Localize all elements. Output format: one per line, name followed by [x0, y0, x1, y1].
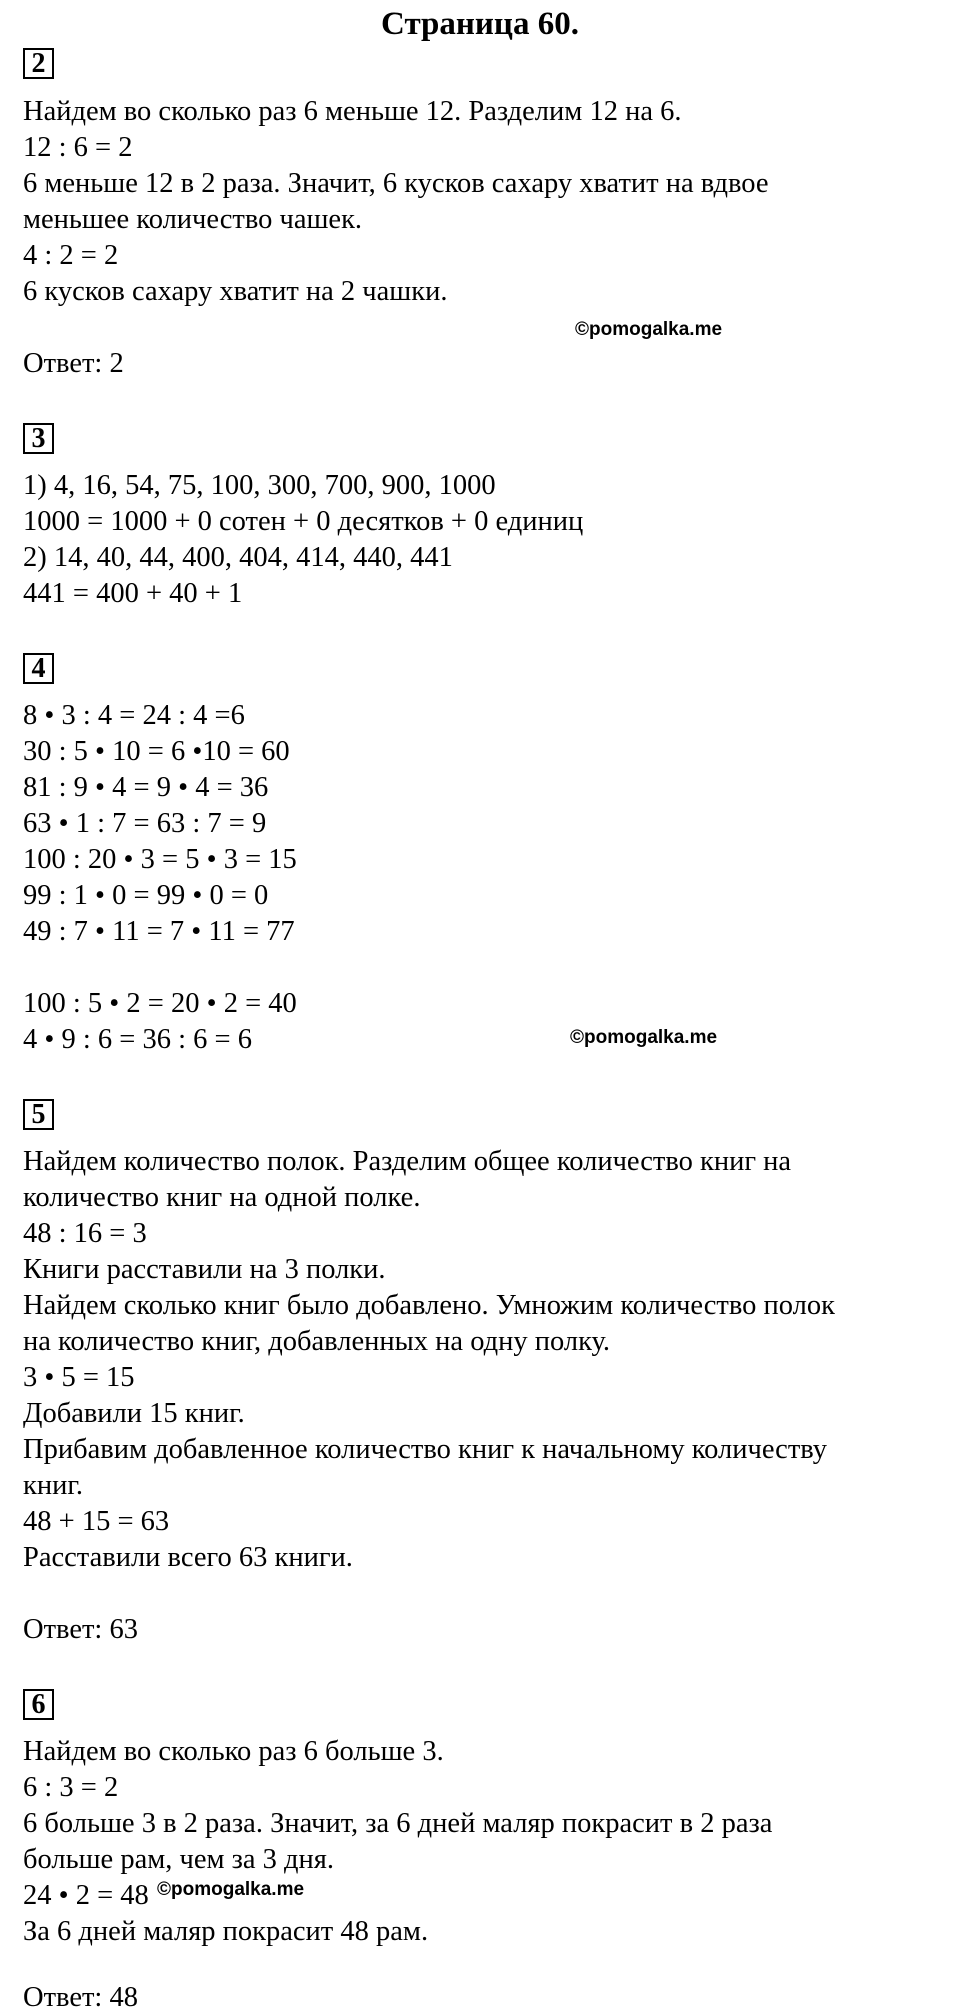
task3-line: 1000 = 1000 + 0 сотен + 0 десятков + 0 единиц [23, 506, 584, 537]
task3-line: 2) 14, 40, 44, 400, 404, 414, 440, 441 [23, 542, 453, 573]
task5-line: количество книг на одной полке. [23, 1182, 421, 1213]
task4-line: 81 : 9 • 4 = 9 • 4 = 36 [23, 772, 269, 803]
watermark: ©pomogalka.me [157, 1879, 305, 1900]
page-title: Страница 60. [381, 6, 579, 42]
task5-line: Книги расставили на 3 полки. [23, 1254, 386, 1285]
task6-line: больше рам, чем за 3 дня. [23, 1844, 335, 1875]
task-number-2: 2 [23, 48, 54, 79]
task2-line: 6 кусков сахару хватит на 2 чашки. [23, 276, 448, 307]
task4-line: 63 • 1 : 7 = 63 : 7 = 9 [23, 808, 267, 839]
task4-line: 100 : 5 • 2 = 20 • 2 = 40 [23, 988, 297, 1019]
task-number-6: 6 [23, 1689, 54, 1720]
task6-answer: Ответ: 48 [23, 1982, 138, 2013]
task5-answer: Ответ: 63 [23, 1614, 138, 1645]
task5-line: Найдем количество полок. Разделим общее количество книг на [23, 1146, 792, 1177]
watermark: ©pomogalka.me [570, 1027, 718, 1048]
task5-line: 48 + 15 = 63 [23, 1506, 170, 1537]
task5-line: 48 : 16 = 3 [23, 1218, 147, 1249]
task2-line: Найдем во сколько раз 6 меньше 12. Разделим 12 на 6. [23, 96, 682, 127]
task2-line: 12 : 6 = 2 [23, 132, 133, 163]
task3-line: 441 = 400 + 40 + 1 [23, 578, 243, 609]
task6-line: 6 больше 3 в 2 раза. Значит, за 6 дней маляр покрасит в 2 раза [23, 1808, 773, 1839]
task4-line: 8 • 3 : 4 = 24 : 4 =6 [23, 700, 245, 731]
task5-line: Найдем сколько книг было добавлено. Умножим количество полок [23, 1290, 835, 1321]
task2-line: 4 : 2 = 2 [23, 240, 119, 271]
task2-line: меньшее количество чашек. [23, 204, 363, 235]
task5-line: Расставили всего 63 книги. [23, 1542, 353, 1573]
task6-line: 24 • 2 = 48 [23, 1880, 149, 1911]
task6-line: Найдем во сколько раз 6 больше 3. [23, 1736, 444, 1767]
task5-line: 3 • 5 = 15 [23, 1362, 135, 1393]
task2-answer: Ответ: 2 [23, 348, 124, 379]
task2-line: 6 меньше 12 в 2 раза. Значит, 6 кусков сахару хватит на вдвое [23, 168, 769, 199]
task5-line: книг. [23, 1470, 83, 1501]
task-number-3: 3 [23, 423, 54, 454]
task-number-5: 5 [23, 1099, 54, 1130]
task5-line: на количество книг, добавленных на одну полку. [23, 1326, 611, 1357]
task4-line: 49 : 7 • 11 = 7 • 11 = 77 [23, 916, 295, 947]
task5-line: Прибавим добавленное количество книг к начальному количеству [23, 1434, 828, 1465]
task-number-4: 4 [23, 653, 54, 684]
task5-line: Добавили 15 книг. [23, 1398, 245, 1429]
task4-line: 30 : 5 • 10 = 6 •10 = 60 [23, 736, 290, 767]
task4-line: 100 : 20 • 3 = 5 • 3 = 15 [23, 844, 297, 875]
task6-line: 6 : 3 = 2 [23, 1772, 119, 1803]
watermark: ©pomogalka.me [575, 319, 723, 340]
task4-line: 99 : 1 • 0 = 99 • 0 = 0 [23, 880, 269, 911]
task4-line: 4 • 9 : 6 = 36 : 6 = 6 [23, 1024, 252, 1055]
task3-line: 1) 4, 16, 54, 75, 100, 300, 700, 900, 1000 [23, 470, 496, 501]
task6-line: За 6 дней маляр покрасит 48 рам. [23, 1916, 429, 1947]
